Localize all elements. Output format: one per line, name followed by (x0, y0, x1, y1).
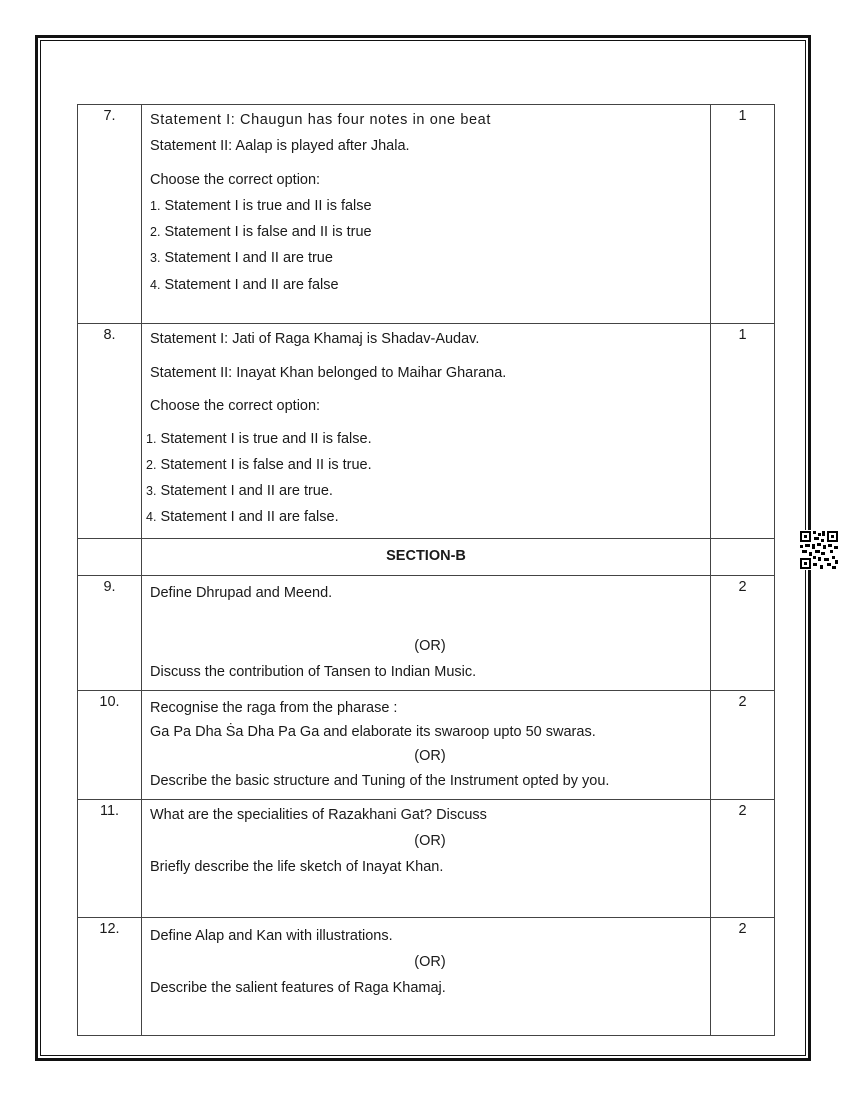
or-separator: (OR) (414, 748, 446, 764)
alternate-question-text: Describe the basic structure and Tuning of the Instrument opted by you. (150, 773, 610, 789)
alternate-question-text: Briefly describe the life sketch of Inayat Khan. (150, 859, 444, 875)
question-text: Define Dhrupad and Meend. (150, 585, 333, 601)
question-marks: 1 (711, 105, 775, 324)
question-row-10 (78, 691, 775, 800)
question-body (142, 576, 711, 691)
question-row-8 (78, 324, 775, 539)
question-number: 11. (78, 800, 142, 918)
question-number: 12. (78, 918, 142, 1036)
question-text: Recognise the raga from the pharase : (150, 700, 398, 716)
option-3: 3. Statement I and II are true. (146, 483, 333, 499)
alternate-question-text: Describe the salient features of Raga Khamaj. (150, 980, 446, 996)
statement-2: Statement II: Aalap is played after Jhala. (150, 138, 410, 154)
option-2: 2. Statement I is false and II is true. (146, 457, 372, 473)
option-2: 2. Statement I is false and II is true (150, 224, 372, 240)
statement-1: Statement I: Jati of Raga Khamaj is Shadav-Audav. (150, 331, 480, 347)
question-row-11 (78, 800, 775, 918)
question-body (142, 324, 711, 539)
question-text: What are the specialities of Razakhani Gat? Discuss (150, 807, 487, 823)
alternate-question-text: Discuss the contribution of Tansen to Indian Music. (150, 664, 477, 680)
option-4: 4. Statement I and II are false (150, 277, 339, 293)
section-title: SECTION-B (142, 539, 711, 576)
statement-1: Statement I: Chaugun has four notes in one beat (150, 112, 491, 128)
question-marks: 2 (711, 576, 775, 691)
question-marks: 1 (711, 324, 775, 539)
question-table (77, 104, 775, 1036)
question-body (142, 691, 711, 800)
question-row-12 (78, 918, 775, 1036)
question-body (142, 800, 711, 918)
question-row-9 (78, 576, 775, 691)
question-marks: 2 (711, 691, 775, 800)
qr-code-icon (799, 530, 839, 570)
question-body (142, 105, 711, 324)
question-number: 10. (78, 691, 142, 800)
question-marks: 2 (711, 800, 775, 918)
question-row-7 (78, 105, 775, 324)
question-body (142, 918, 711, 1036)
option-1: 1. Statement I is true and II is false. (146, 431, 372, 447)
or-separator: (OR) (414, 638, 446, 654)
question-number: 7. (78, 105, 142, 324)
option-3: 3. Statement I and II are true (150, 250, 333, 266)
question-text: Define Alap and Kan with illustrations. (150, 928, 393, 944)
section-header-row (78, 539, 775, 576)
option-prompt: Choose the correct option: (150, 398, 321, 414)
option-prompt: Choose the correct option: (150, 172, 321, 188)
statement-2: Statement II: Inayat Khan belonged to Maihar Gharana. (150, 365, 507, 381)
or-separator: (OR) (414, 954, 446, 970)
question-text-line-2: Ga Pa Dha Ṡa Dha Pa Ga and elaborate its swaroop upto 50 swaras. (150, 724, 596, 740)
option-4: 4. Statement I and II are false. (146, 509, 339, 525)
question-marks: 2 (711, 918, 775, 1036)
or-separator: (OR) (414, 833, 446, 849)
option-1: 1. Statement I is true and II is false (150, 198, 372, 214)
question-number: 9. (78, 576, 142, 691)
question-number: 8. (78, 324, 142, 539)
